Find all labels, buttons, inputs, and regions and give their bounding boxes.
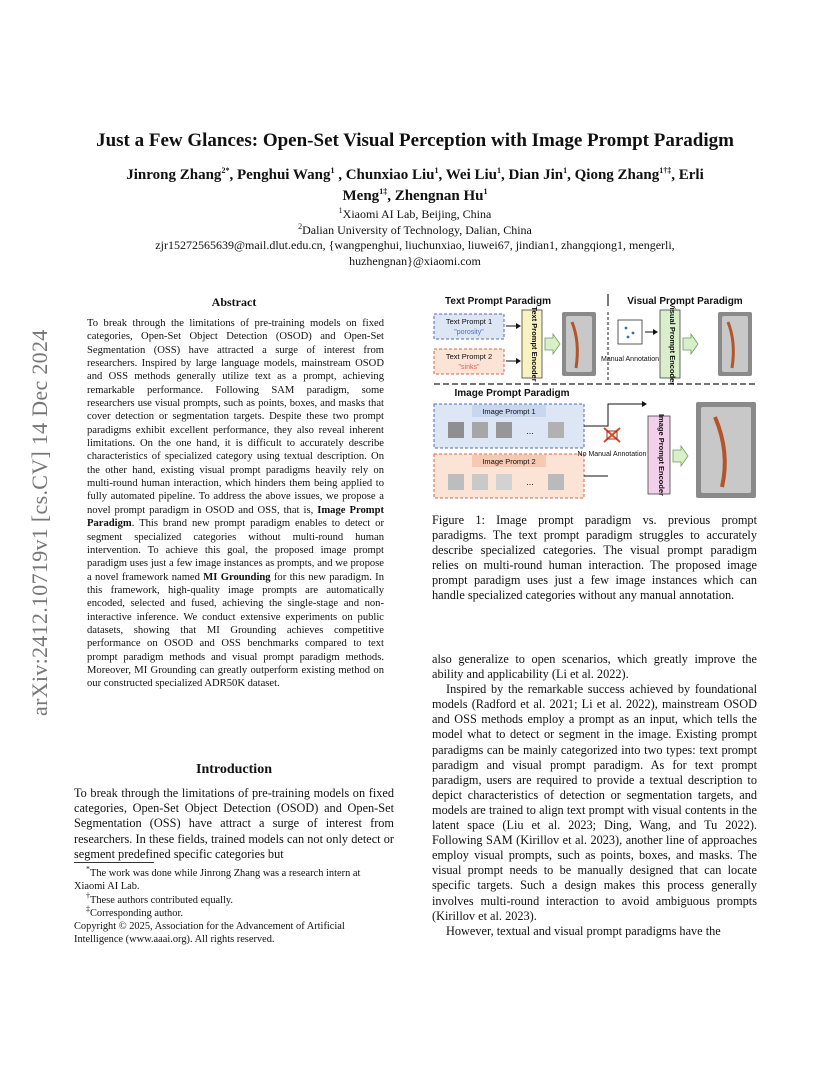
affil-text: Dalian University of Technology, Dalian, China bbox=[302, 222, 532, 237]
email-line-2: huzhengnan}@xiaomi.com bbox=[349, 253, 481, 268]
text-prompt-1-label: Text Prompt 1 bbox=[445, 317, 493, 326]
green-arrow bbox=[673, 446, 688, 466]
paragraph: also generalize to open scenarios, which greatly improve the ability and applicability (Li et al. 2022). bbox=[432, 652, 757, 682]
result-image-2-inner bbox=[722, 316, 748, 372]
image-prompt-2-label: Image Prompt 2 bbox=[482, 457, 536, 466]
author-name: Jinrong Zhang bbox=[126, 167, 222, 183]
footnote-1 bbox=[74, 864, 394, 894]
arxiv-identifier: arXiv:2412.10719v1 [cs.CV] 14 Dec 2024 bbox=[27, 329, 52, 716]
abstract-text: . This brand new prompt paradigm enables to detect or segment specialized categories without multi-round human intervention. To achieve this goal, the proposed image prompt paradigm uses just a few image instances as prompts, and we propose a novel framework named bbox=[87, 518, 384, 583]
author-sup: 1†‡ bbox=[659, 166, 672, 175]
author-name: Dian Jin bbox=[508, 167, 564, 183]
author-line-1: Jinrong Zhang$^{2*}$, Penghui Wang$^1$ , Chunxiao Liu$^1$, Wei Liu$^1$, Dian Jin$^1$, Qiong Zhang$^{1\dagger\ddagger}$, Erli bbox=[126, 166, 704, 183]
author-name: Meng bbox=[342, 188, 380, 204]
abstract-bold: MI Grounding bbox=[203, 571, 271, 583]
ellipsis: ... bbox=[526, 477, 534, 487]
introduction-heading: Introduction bbox=[196, 762, 272, 777]
point-prompt bbox=[625, 327, 628, 330]
affiliation-2 bbox=[60, 223, 770, 239]
email-line-1: zjr15272565639@mail.dlut.edu.cn, {wangpenghui, liuchunxiao, liuwei67, jindian1, zhangqiong1, mengerli, bbox=[155, 238, 675, 252]
author-name: Chunxiao Liu bbox=[345, 167, 435, 183]
image-thumb bbox=[448, 422, 464, 438]
point-prompt bbox=[627, 336, 630, 339]
figure-1 bbox=[430, 292, 760, 502]
green-arrow bbox=[683, 334, 698, 354]
abstract-body bbox=[87, 317, 384, 691]
right-column-body bbox=[432, 652, 757, 939]
footnote-mark: ‡ bbox=[86, 904, 90, 914]
author-sup: 1 bbox=[563, 166, 568, 175]
no-manual-label: No Manual Annotation bbox=[577, 451, 647, 458]
image-prompt-1-label: Image Prompt 1 bbox=[482, 407, 536, 416]
text-prompt-2-label: Text Prompt 2 bbox=[445, 352, 493, 361]
image-thumb bbox=[548, 422, 564, 438]
author-sup: 2* bbox=[221, 166, 230, 175]
footnote-mark: * bbox=[86, 864, 90, 874]
author-name: Erli bbox=[678, 167, 704, 183]
footnote-2 bbox=[74, 891, 394, 907]
affil-sup: 2 bbox=[298, 221, 303, 231]
ellipsis: ... bbox=[526, 426, 534, 436]
affiliations bbox=[60, 207, 770, 269]
arrowhead bbox=[516, 358, 521, 364]
affil-text: Xiaomi AI Lab, Beijing, China bbox=[342, 207, 492, 221]
abstract-text: To break through the limitations of pre-training models on fixed categories, Open-Set Object Detection (OSOD) and Open-Set Segmentation (OSS) have attracted a surge of interest from researchers. Inspired by large language models, mainstream OSOD and OSS methods generally utilize text as a prompt, achieving remarkable performance. Following SAM paradigm, some researchers use visual prompts, such as points, boxes, and masks that cover detection or segmentation targets. Despite these two prompt paradigms exhibit excellent performance, they also reveal inherent limitations. On the one hand, it is difficult to accurately describe characteristics of specialized category using textual description. On the other hand, existing visual prompt paradigms heavily rely on multi-round human interaction, which hinders them being applied to fully automated pipeline. To address the above issues, we propose a novel prompt paradigm in OSOD and OSS, that is, bbox=[87, 318, 384, 516]
footnote-text: Corresponding author. bbox=[90, 907, 183, 919]
copyright-notice: Copyright © 2025, Association for the Advancement of Artificial Intelligence (www.aaai.org). All rights reserved. bbox=[74, 921, 345, 946]
no-manual-icon bbox=[604, 428, 620, 442]
footnote-text: The work was done while Jinrong Zhang was a research intern at Xiaomi AI Lab. bbox=[74, 868, 361, 893]
author-sup: 1 bbox=[497, 166, 501, 175]
paper-title: Just a Few Glances: Open-Set Visual Perception with Image Prompt Paradigm bbox=[96, 130, 734, 151]
author-name: Zhengnan Hu bbox=[394, 188, 484, 204]
connector bbox=[584, 404, 628, 426]
visual-encoder-label: Visual Prompt Encoder bbox=[668, 302, 677, 386]
image-thumb bbox=[548, 474, 564, 490]
footnotes bbox=[74, 864, 394, 947]
affil-sup: 1 bbox=[338, 206, 343, 215]
footnote-mark: † bbox=[86, 891, 90, 901]
figure-caption: Figure 1: Image prompt paradigm vs. previous prompt paradigms. The text prompt paradigm struggles to accurately describe specialized categories. The visual prompt paradigm relies on multi-round human interaction. The proposed image prompt paradigm uses just a few image instances which can handle specialized categories without any manual annotation. bbox=[432, 513, 757, 603]
image-thumb bbox=[472, 474, 488, 490]
text-paradigm-title: Text Prompt Paradigm bbox=[445, 296, 551, 307]
green-arrow bbox=[545, 334, 560, 354]
abstract-heading: Abstract bbox=[211, 295, 257, 309]
author-list bbox=[70, 165, 760, 207]
author-sup: 1 bbox=[330, 166, 335, 175]
author-name: Wei Liu bbox=[445, 167, 497, 183]
manual-annotation-box bbox=[618, 320, 642, 344]
image-thumb bbox=[448, 474, 464, 490]
introduction-body: To break through the limitations of pre-training models on fixed categories, Open-Set Object Detection (OSOD) and Open-Set Segmentation (OSS) have attract a surge of interest from researchers. In these fields, trained models can not only detect or segment predefined specific categories but bbox=[74, 786, 394, 861]
point-prompt bbox=[632, 332, 635, 335]
visual-paradigm-title: Visual Prompt Paradigm bbox=[627, 296, 743, 307]
image-thumb bbox=[496, 422, 512, 438]
result-image-1-inner bbox=[566, 316, 592, 372]
image-paradigm-title: Image Prompt Paradigm bbox=[454, 388, 570, 399]
manual-annotation-label: Manual Annotation bbox=[601, 356, 659, 363]
text-prompt-2-value: "sinks" bbox=[458, 364, 480, 371]
footnote-3 bbox=[74, 904, 394, 920]
image-encoder-label: Image Prompt Encoder bbox=[657, 413, 666, 497]
paragraph: However, textual and visual prompt paradigms have the bbox=[446, 923, 721, 938]
text-prompt-1-value: "porosity" bbox=[454, 329, 484, 336]
author-sup: 1 bbox=[434, 166, 439, 175]
author-name: Qiong Zhang bbox=[574, 167, 660, 183]
footnote-rule bbox=[74, 862, 154, 863]
author-sup: 1‡ bbox=[379, 187, 388, 196]
author-name: Penghui Wang bbox=[236, 167, 331, 183]
footnote-text: These authors contributed equally. bbox=[90, 894, 234, 906]
abstract-text: for this new paradigm. In this framework, high-quality image prompts are automatically encoded, selected and fused, achieving the single-stage and non-interactive inference. We conduct extensive experiments on public datasets, showing that MI Grounding achieves competitive performance on OSOD and OSS benchmarks compared to text prompt paradigm methods and visual prompt paradigm methods. Moreover, MI Grounding can greatly outperform existing method on our constructed specialized ADR50K dataset. bbox=[87, 571, 385, 690]
image-thumb bbox=[496, 474, 512, 490]
author-sup: 1 bbox=[483, 187, 488, 196]
arrowhead bbox=[516, 323, 521, 329]
author-line-2: Meng$^{1\ddagger}$, Zhengnan Hu$^1$ bbox=[342, 187, 488, 204]
paragraph: Inspired by the remarkable success achieved by foundational models (Radford et al. 2021; Li et al. 2022), mainstream OSOD and OSS methods employ a prompt as an input, which tells the model what to detect or segment in the image. Existing prompt paradigms can be mainly categorized into two types: text prompt paradigm and visual prompt paradigm. As for text prompt paradigm, users are required to provide a textual description to depict characteristics of detection or segmentation targets, and models are trained to align text prompt with visual contents in the latent space (Liu et al. 2023; Ding, Wang, and Tu 2022). Following SAM (Kirillov et al. 2023), another line of approaches employ visual prompts, such as points, boxes, and masks. The visual prompt needs to be manually designed that can locate specific targets. Such a design makes this process generally involves multi-round interaction to avoid ambiguous prompts (Kirillov et al. 2023). bbox=[432, 682, 757, 923]
text-encoder-label: Text Prompt Encoder bbox=[530, 306, 539, 382]
image-thumb bbox=[472, 422, 488, 438]
arrowhead bbox=[653, 329, 658, 335]
affiliation-1 bbox=[60, 207, 770, 223]
abstract-bold: Image Prompt Paradigm bbox=[87, 504, 385, 530]
arrowhead bbox=[642, 401, 647, 407]
